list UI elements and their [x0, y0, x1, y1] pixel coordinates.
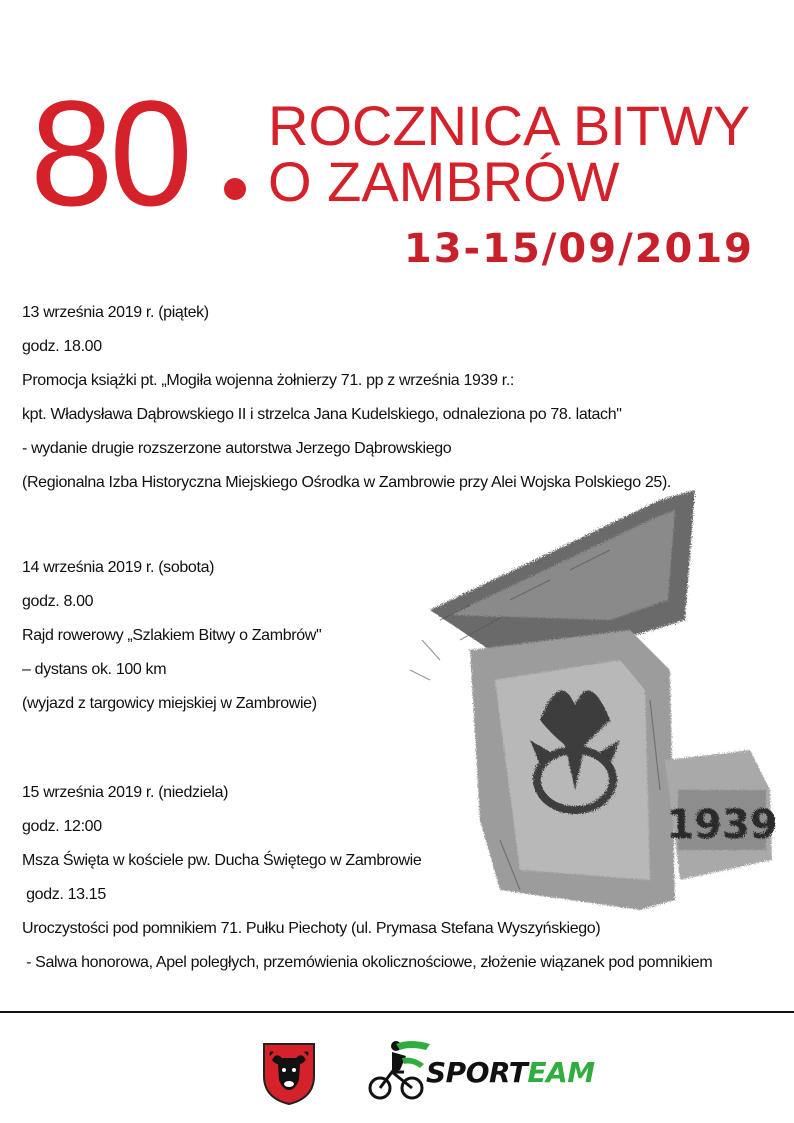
event-dates: 13-15/09/2019 — [403, 226, 754, 272]
sporteam-word-sport: SPORT — [426, 1056, 528, 1089]
sporteam-word-eam: EAM — [527, 1056, 595, 1089]
day1-line2: kpt. Władysława Dąbrowskiego II i strzelca Jana Kudelskiego, odnaleziona po 78. latach" — [22, 406, 622, 423]
day3-line2: Uroczystości pod pomnikiem 71. Pułku Piechoty (ul. Prymasa Stefana Wyszyńskiego) — [22, 920, 601, 937]
day1-line3: - wydanie drugie rozszerzone autorstwa Jerzego Dąbrowskiego — [22, 440, 452, 457]
number-dot — [224, 178, 246, 200]
title-line-1: ROCZNICA BITWY — [268, 94, 751, 157]
day2-time: godz. 8.00 — [22, 593, 94, 610]
monument-year: 1939 — [666, 802, 778, 848]
day1-line4: (Regionalna Izba Historyczna Miejskiego Ośrodka w Zambrowie przy Alei Wojska Polskiego 25). — [22, 474, 672, 491]
day3-time1: godz. 12:00 — [22, 818, 102, 835]
day1-time: godz. 18.00 — [22, 338, 102, 355]
zambrow-crest-logo — [262, 1042, 316, 1106]
footer-divider — [0, 1011, 794, 1013]
day1-date: 13 września 2019 r. (piątek) — [22, 304, 209, 321]
event-program — [22, 296, 782, 980]
sporteam-wordmark — [426, 1056, 595, 1089]
day1-line1: Promocja książki pt. „Mogiła wojenna żołnierzy 71. pp z września 1939 r.: — [22, 372, 515, 389]
day2-line2: – dystans ok. 100 km — [22, 661, 167, 678]
day2-line1: Rajd rowerowy „Szlakiem Bitwy o Zambrów" — [22, 627, 322, 644]
day3-line1: Msza Święta w kościele pw. Ducha Świętego w Zambrowie — [22, 852, 422, 869]
day3-line3: - Salwa honorowa, Apel poległych, przemówienia okolicznościowe, złożenie wiązanek pod pomnikiem — [22, 954, 713, 971]
header — [0, 0, 794, 280]
anniversary-number: 80 — [30, 69, 189, 237]
day3-date: 15 września 2019 r. (niedziela) — [22, 784, 229, 801]
day2-date: 14 września 2019 r. (sobota) — [22, 559, 215, 576]
day2-line3: (wyjazd z targowicy miejskiej w Zambrowie) — [22, 695, 317, 712]
day3-time2: godz. 13.15 — [22, 886, 106, 903]
title-line-2: O ZAMBRÓW — [268, 150, 620, 213]
